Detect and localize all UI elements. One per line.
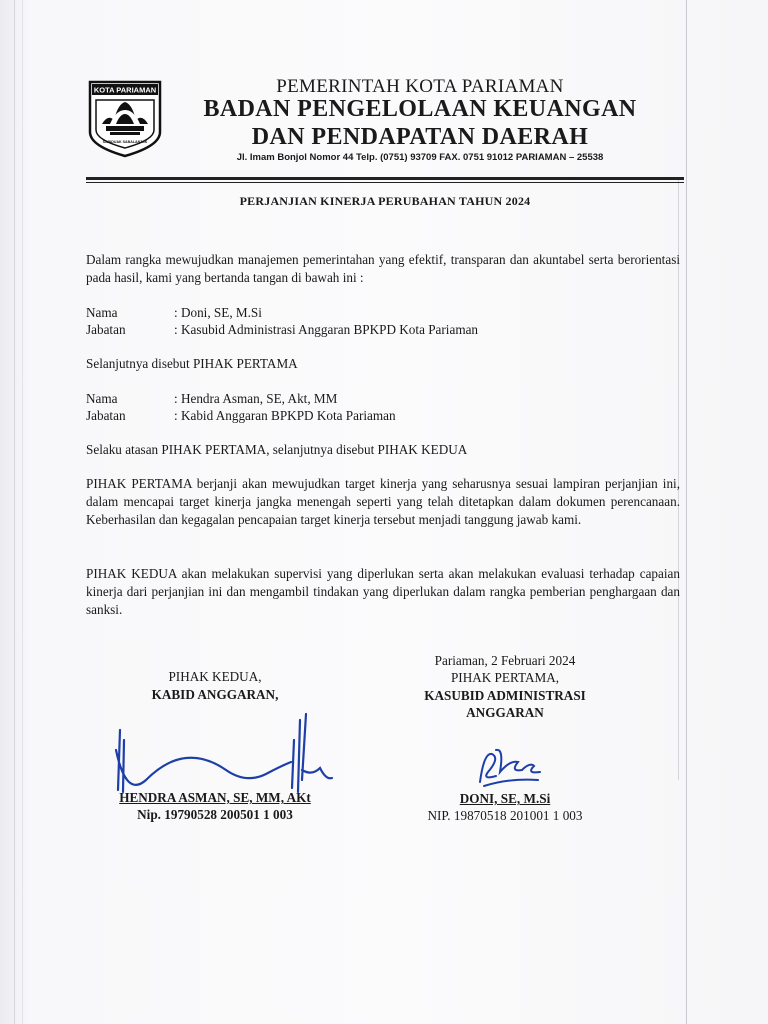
second-party-designation: Selaku atasan PIHAK PERTAMA, selanjutnya disebut PIHAK KEDUA [86, 442, 468, 457]
letterhead-divider [86, 177, 684, 180]
letterhead-divider [86, 182, 684, 183]
left-signer-name: HENDRA ASMAN, SE, MM, AKt [119, 790, 311, 805]
intro-paragraph: Dalam rangka mewujudkan manajemen pemerintahan yang efektif, transparan dan akuntabel serta berorientasi pada hasil, kami yang bertanda tangan di bawah ini : [86, 252, 680, 285]
right-signer-role: PIHAK PERTAMA, [450, 670, 560, 685]
scan-edge-line [22, 0, 23, 1024]
right-handwritten-signature [470, 742, 550, 792]
second-party-name-label: Nama [86, 391, 118, 406]
second-party-position-label: Jabatan [86, 408, 126, 423]
left-handwritten-signature [106, 710, 336, 802]
city-emblem-logo [88, 80, 162, 158]
second-party-name: : Hendra Asman, SE, Akt, MM [174, 391, 338, 406]
first-party-name-label: Nama [86, 305, 118, 320]
supervision-paragraph: PIHAK KEDUA akan melakukan supervisi yang diperlukan serta akan melakukan evaluasi terhadap capaian kinerja dari perjanjian ini dan mengambil tindakan yang diperlukan dalam rangka pemberian penghargaan dan sanksi. [86, 566, 680, 617]
right-signer-name: DONI, SE, M.Si [459, 791, 551, 806]
first-party-position: : Kasubid Administrasi Anggaran BPKPD Kota Pariaman [174, 322, 479, 337]
right-signer-title-line2: ANGGARAN [466, 705, 544, 720]
first-party-position-label: Jabatan [86, 322, 126, 337]
commitment-paragraph: PIHAK PERTAMA berjanji akan mewujudkan target kinerja yang seharusnya sesuai lampiran perjanjian ini, dalam mencapai target kinerja jangka menengah seperti yang telah ditetapkan dalam dokumen perencanaan. Keberhasilan dan kegagalan pencapaian target kinerja tersebut menjadi tanggung jawab kami. [86, 476, 680, 527]
first-party-designation: Selanjutnya disebut PIHAK PERTAMA [86, 356, 298, 371]
second-party-position: : Kabid Anggaran BPKPD Kota Pariaman [174, 408, 396, 423]
logo-bottom-text: SABIDUAK SABALANTAK [102, 140, 148, 144]
left-signer-nip: Nip. 19790528 200501 1 003 [137, 807, 293, 822]
scan-edge-line [686, 0, 687, 1024]
place-and-date: Pariaman, 2 Februari 2024 [434, 653, 576, 668]
first-party-name: : Doni, SE, M.Si [174, 305, 262, 320]
scan-edge-line [14, 0, 15, 1024]
agency-name-line1: BADAN PENGELOLAAN KEUANGAN [203, 96, 637, 122]
right-signer-nip: NIP. 19870518 201001 1 003 [427, 808, 583, 823]
document-title: PERJANJIAN KINERJA PERUBAHAN TAHUN 2024 [239, 194, 531, 208]
left-signer-title: KABID ANGGARAN, [151, 687, 279, 702]
government-name: PEMERINTAH KOTA PARIAMAN [276, 76, 564, 97]
logo-top-text: KOTA PARIAMAN [93, 85, 157, 95]
agency-name-line2: DAN PENDAPATAN DAERAH [251, 124, 589, 150]
right-signer-title-line1: KASUBID ADMINISTRASI [424, 688, 586, 703]
left-signer-role: PIHAK KEDUA, [168, 669, 262, 684]
agency-address: Jl. Imam Bonjol Nomor 44 Telp. (0751) 93709 FAX. 0751 91012 PARIAMAN – 25538 [236, 152, 604, 163]
